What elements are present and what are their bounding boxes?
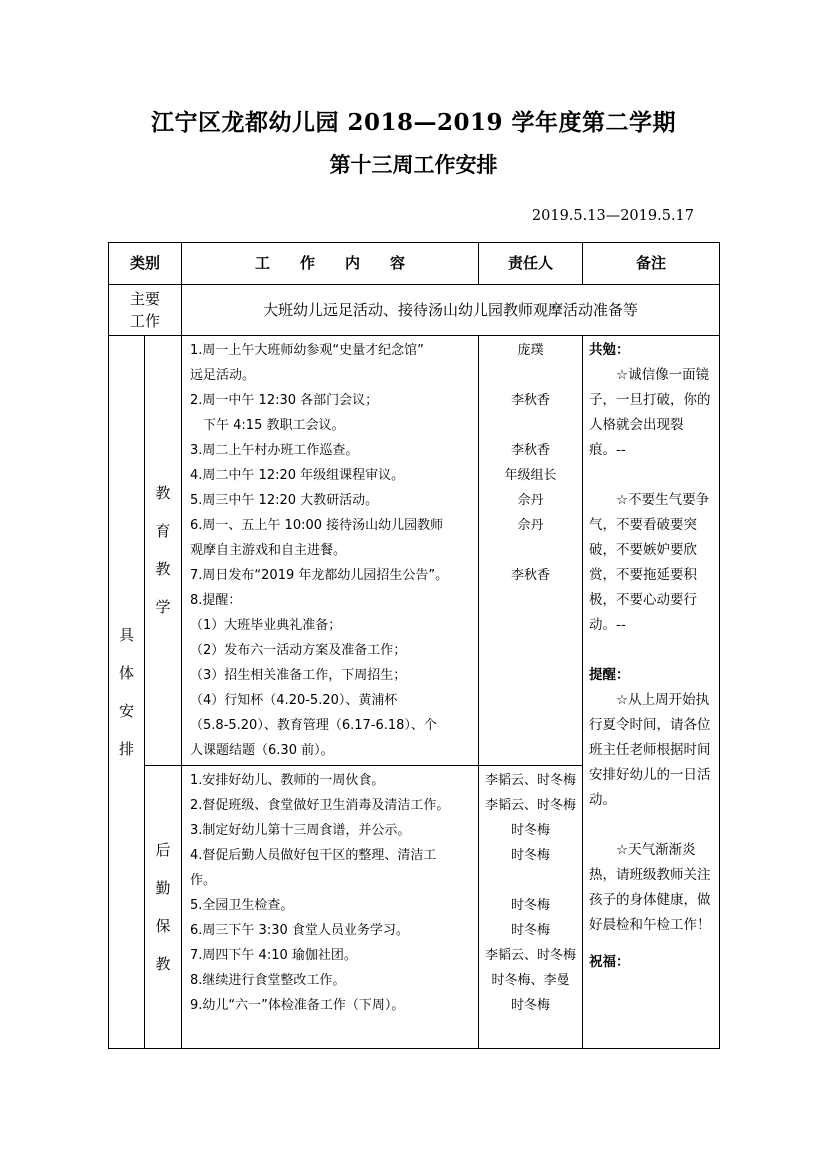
date-range: 2019.5.13—2019.5.17 (531, 208, 694, 224)
remarks-column (583, 336, 720, 1049)
education-person (479, 363, 582, 388)
education-item: 1.周一上午大班师幼参观“史量才纪念馆” (190, 343, 424, 358)
education-item: 3.周二上午村办班工作巡查。 (190, 443, 359, 458)
logistics-item: 5.全园卫生检查。 (190, 898, 294, 913)
remarks-section2-p2: ☆天气渐渐炎热，请班级教师关注孩子的身体健康，做好晨检和午检工作！ (589, 842, 711, 933)
specific-label-char: 具 (118, 625, 134, 644)
logistics-content (182, 766, 479, 1049)
education-content (182, 336, 479, 766)
main-work-label-line2: 工作 (130, 312, 161, 330)
logistics-item: 8.继续进行食堂整改工作。 (190, 973, 346, 988)
education-person: 李秋香 (511, 568, 551, 583)
education-label-char: 教 (155, 560, 171, 578)
specific-label-char: 排 (118, 739, 134, 758)
logistics-item: 7.周四下午 4:10 瑜伽社团。 (190, 948, 357, 963)
education-person: 佘丹 (517, 493, 544, 508)
document-title: 江宁区龙都幼儿园 2018—2019 学年度第二学期 (150, 109, 677, 136)
education-person: 庞璞 (517, 343, 544, 358)
header-person: 责任人 (479, 243, 583, 285)
education-label-char: 育 (155, 522, 171, 540)
remarks-section2-p1: ☆从上周开始执行夏令时间，请各位班主任老师根据时间安排好幼儿的一日活动。 (589, 692, 711, 808)
education-item: 8.提醒： (190, 593, 242, 608)
logistics-item: 作。 (190, 873, 217, 888)
header-content: 工 作 内 容 (182, 243, 479, 285)
education-person (479, 538, 582, 563)
education-row (109, 336, 720, 766)
logistics-person: 时冬梅 (511, 998, 551, 1013)
education-item: （1）大班毕业典礼准备； (190, 618, 342, 633)
education-label (145, 336, 182, 766)
education-item: 人课题结题（6.30 前）。 (190, 743, 334, 758)
logistics-person: 李韬云、时冬梅 (485, 798, 577, 813)
logistics-person: 时冬梅 (511, 823, 551, 838)
logistics-person: 时冬梅 (511, 848, 551, 863)
education-item: （2）发布六一活动方案及准备工作； (190, 643, 407, 658)
remarks-section1-p2: ☆不要生气要争气，不要看破要突破，不要嫉妒要欣赏，不要拖延要积极，不要心动要行动。-- (589, 492, 710, 633)
remarks-section2-title: 提醒： (589, 667, 630, 683)
logistics-person: 时冬梅 (511, 923, 551, 938)
table-header-row (109, 243, 720, 285)
logistics-item: 1.安排好幼儿、教师的一周伙食。 (190, 773, 385, 788)
education-label-char: 教 (155, 484, 171, 502)
header-category: 类别 (109, 243, 182, 285)
main-work-row (109, 285, 720, 336)
education-persons (479, 336, 583, 766)
remarks-section1-p1: ☆诚信像一面镜子，一旦打破，你的人格就会出现裂痕。-- (589, 367, 711, 458)
education-item: 远足活动。 (190, 368, 256, 383)
education-person: 李秋香 (511, 393, 551, 408)
logistics-persons (479, 766, 583, 1049)
logistics-label-char: 勤 (155, 878, 171, 897)
education-item: （3）招生相关准备工作，下周招生； (190, 668, 407, 683)
education-item: 7.周日发布“2019 年龙都幼儿园招生公告”。 (190, 568, 449, 583)
logistics-item: 4.督促后勤人员做好包干区的整理、清洁工 (190, 848, 437, 863)
header-remark: 备注 (583, 243, 720, 285)
logistics-label-char: 后 (155, 840, 171, 859)
remarks-section3-title: 祝福： (589, 954, 630, 970)
main-work-label (109, 285, 182, 336)
education-item: 6.周一、五上午 10:00 接待汤山幼儿园教师 (190, 518, 444, 533)
specific-label-char: 安 (118, 701, 134, 720)
logistics-item: 6.周三下午 3:30 食堂人员业务学习。 (190, 923, 409, 938)
education-item: 2.周一中午 12:30 各部门会议； (190, 393, 379, 408)
logistics-person: 李韬云、时冬梅 (485, 948, 577, 963)
education-item: 5.周三中午 12:20 大教研活动。 (190, 493, 379, 508)
logistics-person: 时冬梅 (511, 898, 551, 913)
document-subtitle: 第十三周工作安排 (329, 152, 498, 177)
education-person (479, 413, 582, 438)
logistics-item: 3.制定好幼儿第十三周食谱，并公示。 (190, 823, 411, 838)
education-person: 年级组长 (504, 468, 557, 483)
logistics-label (145, 766, 182, 1049)
education-label-char: 学 (155, 598, 171, 616)
main-work-label-line1: 主要 (130, 290, 161, 308)
education-item: （5.8-5.20）、教育管理（6.17-6.18）、个 (190, 718, 437, 733)
specific-arrangement-label (109, 336, 145, 1049)
schedule-table (108, 242, 720, 1049)
education-person: 李秋香 (511, 443, 551, 458)
remarks-section1-title: 共勉： (589, 342, 630, 358)
logistics-person: 李韬云、时冬梅 (485, 773, 577, 788)
education-item: （4）行知杯（4.20-5.20）、黄浦杯 (190, 693, 398, 708)
education-person: 佘丹 (517, 518, 544, 533)
logistics-label-char: 保 (155, 916, 171, 935)
logistics-person (479, 868, 582, 893)
logistics-label-char: 教 (155, 954, 171, 973)
logistics-person: 时冬梅、李曼 (491, 973, 570, 988)
main-work-text: 大班幼儿远足活动、接待汤山幼儿园教师观摩活动准备等 (182, 285, 720, 336)
education-item: 观摩自主游戏和自主进餐。 (190, 543, 347, 558)
logistics-item: 9.幼儿“六一”体检准备工作（下周）。 (190, 998, 405, 1013)
education-item: 4.周二中午 12:20 年级组课程审议。 (190, 468, 405, 483)
specific-label-char: 体 (118, 663, 134, 682)
education-item: 下午 4:15 教职工会议。 (190, 418, 345, 433)
logistics-item: 2.督促班级、食堂做好卫生消毒及清洁工作。 (190, 798, 450, 813)
